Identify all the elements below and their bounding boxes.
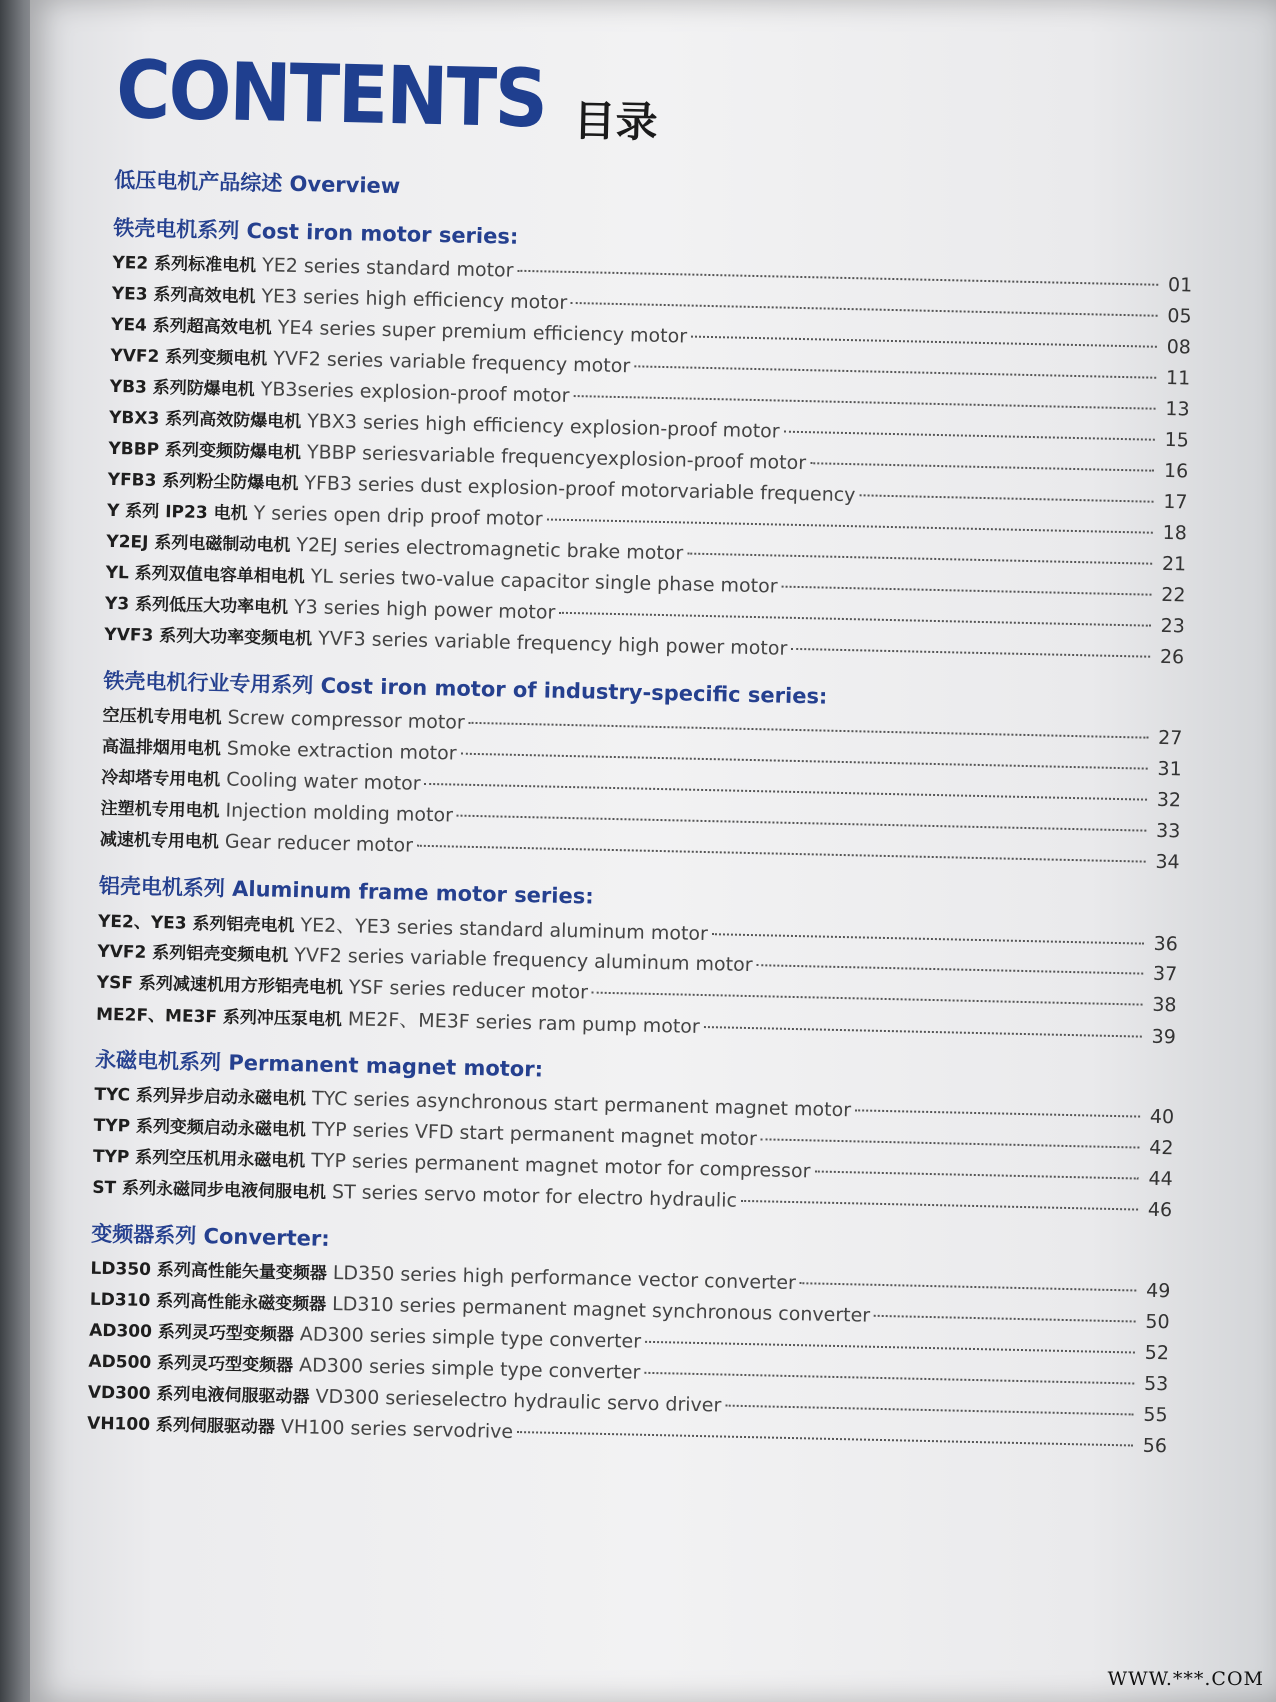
dot-leader	[425, 783, 1147, 801]
page-number: 55	[1143, 1403, 1168, 1427]
entry-chinese-title: YE2 系列标准电机	[112, 252, 257, 277]
dot-leader	[559, 612, 1151, 627]
page-number: 18	[1162, 521, 1188, 545]
entry-chinese-title: Y 系列 IP23 电机	[106, 500, 248, 524]
entry-chinese-title: AD300 系列灵巧型变频器	[88, 1320, 295, 1346]
entry-chinese-title: ST 系列永磁同步电液伺服电机	[92, 1177, 327, 1203]
entry-chinese-title: TYP 系列空压机用永磁电机	[92, 1146, 306, 1172]
entry-english-title: YE4 series super premium efficiency motor	[277, 316, 688, 348]
entry-chinese-title: LD310 系列高性能永磁变频器	[89, 1289, 327, 1315]
entry-chinese-title: YE4 系列超高效电机	[110, 314, 272, 339]
dot-leader	[874, 1315, 1136, 1323]
entry-chinese-title: 减速机专用电机	[99, 829, 220, 853]
entry-english-title: AD300 series simple type converter	[299, 1323, 642, 1353]
entry-english-title: YL series two-value capacitor single phase motor	[310, 565, 778, 598]
page-title-chinese: 目录	[573, 95, 659, 147]
dot-leader	[810, 462, 1154, 472]
toc-section	[100, 665, 1184, 880]
entry-chinese-title: Y3 系列低压大功率电机	[104, 593, 289, 618]
entry-english-title: YE3 series high efficiency motor	[261, 285, 568, 314]
page-number: 32	[1156, 788, 1182, 812]
page-number: 53	[1143, 1372, 1169, 1396]
page-number: 38	[1152, 993, 1177, 1017]
entry-english-title: YSF series reducer motor	[348, 976, 589, 1004]
entry-chinese-title: VD300 系列电液伺服驱动器	[87, 1382, 310, 1408]
entry-chinese-title: YE2、YE3 系列铝壳电机	[97, 911, 295, 937]
dot-leader	[704, 1026, 1142, 1038]
page-number: 22	[1161, 583, 1186, 607]
dot-leader	[791, 648, 1150, 658]
entry-english-title: YVF2 series variable frequency aluminum motor	[294, 944, 753, 977]
toc-section	[104, 212, 1193, 674]
page-number: 31	[1157, 757, 1182, 781]
page-number: 11	[1165, 366, 1191, 390]
entry-chinese-title: Y2EJ 系列电磁制动电机	[106, 531, 291, 556]
dot-leader	[782, 586, 1152, 596]
section-title: 铁壳电机系列 Cost iron motor series:	[112, 215, 519, 249]
entry-english-title: YBBP seriesvariable frequencyexplosion-proof motor	[306, 441, 807, 475]
entry-english-title: ME2F、ME3F series ram pump motor	[347, 1008, 700, 1038]
entry-english-title: YE2、YE3 series standard aluminum motor	[300, 914, 709, 946]
entry-chinese-title: YBX3 系列高效防爆电机	[108, 407, 302, 433]
contents-block	[86, 10, 1197, 1477]
page-number: 37	[1152, 962, 1178, 986]
page-number: 40	[1149, 1105, 1175, 1129]
dot-leader	[644, 1372, 1134, 1385]
entry-chinese-title: ME2F、ME3F 系列冲压泵电机	[95, 1004, 343, 1031]
dot-leader	[571, 302, 1157, 317]
dot-leader	[855, 1109, 1140, 1117]
dot-leader	[573, 395, 1155, 410]
dot-leader	[547, 518, 1153, 533]
dot-leader	[645, 1341, 1135, 1354]
entry-chinese-title: 高温排烟用电机	[101, 736, 222, 760]
entry-english-title: Y3 series high power motor	[293, 595, 556, 624]
page-number: 50	[1145, 1310, 1170, 1334]
entry-english-title: YFB3 series dust explosion-proof motorvariable frequency	[304, 472, 856, 507]
entry-english-title: YVF2 series variable frequency motor	[273, 347, 631, 378]
section-title: 永磁电机系列 Permanent magnet motor:	[94, 1047, 544, 1082]
entry-chinese-title: LD350 系列高性能矢量变频器	[90, 1258, 328, 1284]
entry-english-title: AD300 series simple type converter	[298, 1354, 641, 1384]
entry-english-title: Smoke extraction motor	[226, 737, 457, 765]
page-number: 21	[1161, 552, 1187, 576]
toc-sections	[87, 212, 1194, 1463]
entry-english-title: ST series servo motor for electro hydraulic	[331, 1180, 738, 1212]
dot-leader	[712, 933, 1144, 944]
page-number: 27	[1157, 726, 1183, 750]
entry-english-title: TYC series asynchronous start permanent magnet motor	[311, 1087, 852, 1122]
page-number: 26	[1159, 645, 1185, 669]
entry-english-title: VD300 serieselectro hydraulic servo driver	[315, 1385, 722, 1417]
dot-leader	[634, 365, 1156, 378]
page-header	[115, 10, 1197, 154]
entry-english-title: Cooling water motor	[225, 768, 421, 795]
page-number: 52	[1144, 1341, 1170, 1365]
entry-chinese-title: TYC 系列异步启动永磁电机	[94, 1084, 307, 1110]
entry-chinese-title: YVF2 系列变频电机	[110, 345, 268, 370]
page-number: 46	[1147, 1198, 1173, 1222]
entry-chinese-title: YL 系列双值电容单相电机	[105, 562, 305, 588]
entry-english-title: YBX3 series high efficiency explosion-proof motor	[306, 410, 780, 443]
dot-leader	[687, 553, 1152, 565]
dot-leader	[761, 1138, 1140, 1148]
overview-heading: 低压电机产品综述 Overview	[114, 167, 401, 199]
page-title-english: CONTENTS	[115, 43, 548, 146]
entry-chinese-title: YVF2 系列铝壳变频电机	[97, 941, 289, 966]
page-number: 34	[1155, 850, 1180, 874]
page-number: 17	[1163, 490, 1188, 514]
entry-chinese-title: 注塑机专用电机	[100, 798, 220, 822]
entry-chinese-title: VH100 系列伺服驱动器	[86, 1413, 276, 1438]
entry-english-title: YE2 series standard motor	[261, 254, 514, 282]
page-number: 05	[1167, 304, 1192, 328]
toc-section	[96, 870, 1179, 1054]
dot-leader	[592, 992, 1143, 1006]
entry-chinese-title: YBBP 系列变频防爆电机	[108, 438, 302, 464]
page-number: 36	[1153, 932, 1179, 956]
dot-leader	[469, 722, 1149, 739]
section-title: 铝壳电机系列 Aluminum frame motor series:	[98, 873, 594, 909]
entry-english-title: Y series open drip proof motor	[253, 502, 543, 531]
entry-english-title: LD310 series permanent magnet synchronous converter	[331, 1292, 871, 1327]
page-number: 23	[1160, 614, 1186, 638]
entry-english-title: Screw compressor motor	[227, 706, 465, 734]
dot-leader	[814, 1170, 1138, 1179]
entry-english-title: TYP series VFD start permanent magnet motor	[311, 1118, 758, 1151]
dot-leader	[457, 815, 1146, 832]
entry-chinese-title: YB3 系列防爆电机	[109, 376, 255, 401]
entry-chinese-title: 冷却塔专用电机	[101, 767, 221, 791]
dot-leader	[800, 1282, 1136, 1291]
page-number: 49	[1145, 1279, 1171, 1303]
entry-chinese-title: 空压机专用电机	[102, 705, 222, 729]
page-number: 42	[1148, 1136, 1174, 1160]
dot-leader	[859, 494, 1153, 502]
entry-english-title: YVF3 series variable frequency high power motor	[317, 627, 788, 660]
dot-leader	[691, 336, 1157, 348]
entry-english-title: Y2EJ series electromagnetic brake motor	[296, 534, 684, 565]
dot-leader	[741, 1200, 1138, 1211]
dot-leader	[517, 270, 1158, 286]
dot-leader	[725, 1405, 1133, 1416]
entry-chinese-title: YSF 系列减速机用方形铝壳电机	[96, 972, 344, 999]
page-number: 13	[1165, 397, 1190, 421]
entry-english-title: YB3series explosion-proof motor	[260, 378, 570, 407]
entry-english-title: VH100 series servodrive	[280, 1415, 514, 1443]
page-number: 08	[1166, 335, 1192, 359]
entry-chinese-title: YE3 系列高效电机	[111, 283, 256, 308]
entry-english-title: Injection molding motor	[225, 799, 454, 827]
entry-chinese-title: AD500 系列灵巧型变频器	[88, 1351, 294, 1377]
dot-leader	[784, 431, 1155, 441]
dot-leader	[757, 964, 1144, 974]
page-number: 33	[1155, 819, 1181, 843]
dot-leader	[517, 1431, 1133, 1446]
entry-english-title: TYP series permanent magnet motor for compressor	[311, 1149, 811, 1183]
toc-section	[87, 1218, 1172, 1464]
entry-chinese-title: YVF3 系列大功率变频电机	[104, 624, 313, 650]
toc-section	[92, 1044, 1175, 1228]
page-number: 56	[1142, 1434, 1168, 1458]
page-number: 39	[1151, 1025, 1177, 1049]
page-number: 44	[1148, 1167, 1173, 1191]
watermark: WWW.***.COM	[1107, 1668, 1264, 1690]
section-title: 变频器系列 Converter:	[91, 1221, 330, 1251]
entry-english-title: LD350 series high performance vector converter	[332, 1261, 797, 1295]
entry-chinese-title: TYP 系列变频启动永磁电机	[93, 1115, 307, 1141]
entry-english-title: Gear reducer motor	[224, 830, 414, 857]
dot-leader	[460, 753, 1147, 770]
page-number: 01	[1167, 273, 1193, 297]
page-number: 15	[1164, 428, 1190, 452]
page-number: 16	[1163, 459, 1189, 483]
dot-leader	[417, 845, 1146, 863]
entry-chinese-title: YFB3 系列粉尘防爆电机	[107, 469, 299, 495]
section-title: 铁壳电机行业专用系列 Cost iron motor of industry-specific series:	[103, 668, 828, 709]
